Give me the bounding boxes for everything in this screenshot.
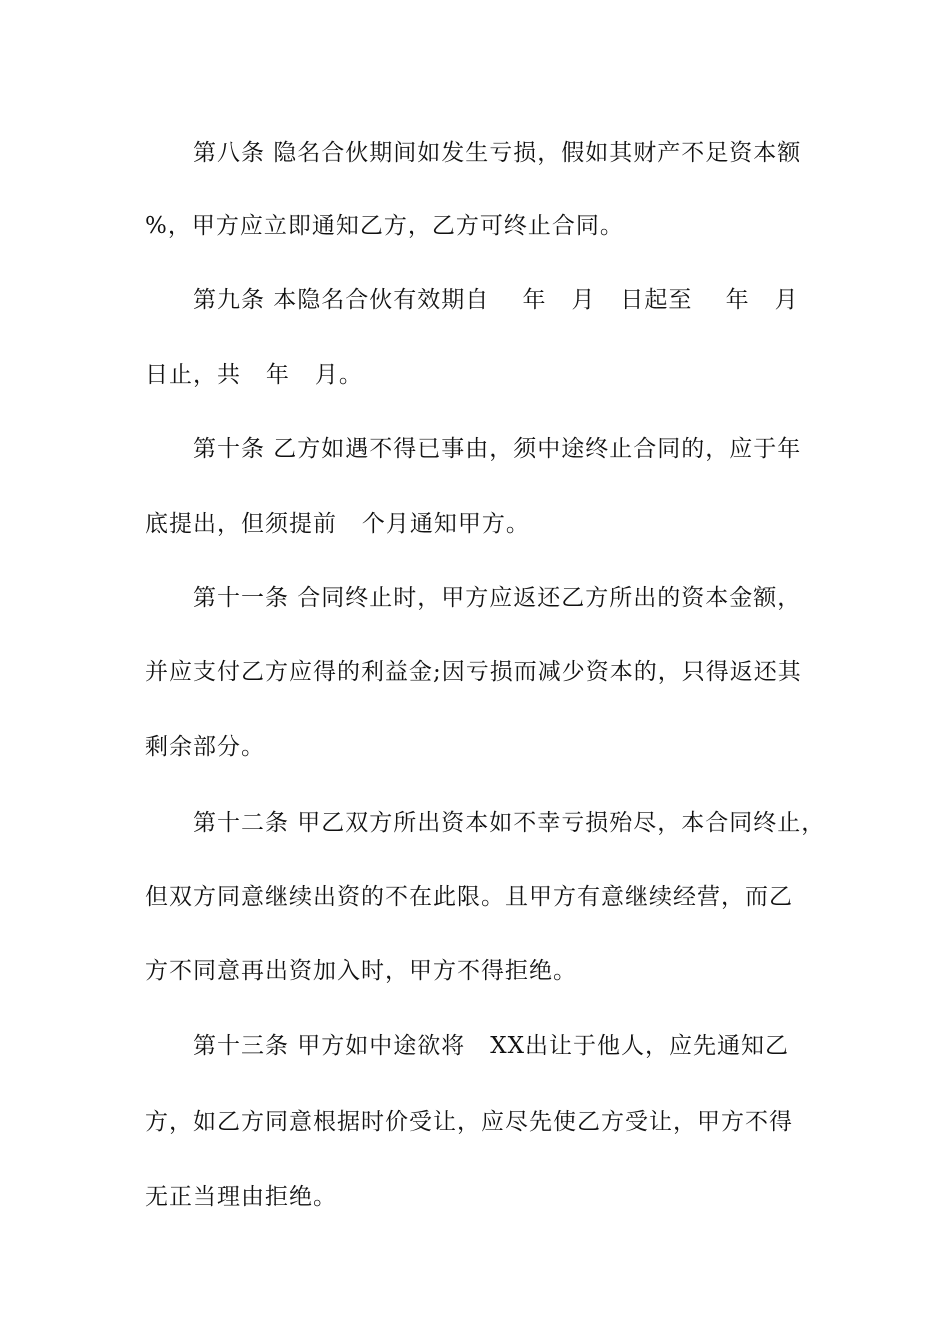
article-12-line-1: 第十二条 甲乙双方所出资本如不幸亏损殆尽，本合同终止， [193, 810, 826, 836]
article-12-line-2: 但双方同意继续出资的不在此限。且甲方有意继续经营，而乙 [145, 884, 793, 910]
article-11-line-2: 并应支付乙方应得的利益金;因亏损而减少资本的，只得返还其 [145, 659, 802, 685]
article-13-line-1: 第十三条 甲方如中途欲将 XX出让于他人，应先通知乙 [193, 1033, 789, 1059]
article-11-line-1: 第十一条 合同终止时，甲方应返还乙方所出的资本金额， [193, 585, 802, 611]
article-13-line-2: 方，如乙方同意根据时价受让，应尽先使乙方受让，甲方不得 [145, 1109, 793, 1135]
article-8-line-2: %，甲方应立即通知乙方，乙方可终止合同。 [145, 213, 624, 239]
article-11-line-3: 剩余部分。 [145, 734, 265, 760]
article-10-line-2: 底提出，但须提前 个月通知甲方。 [145, 511, 530, 537]
article-12-line-3: 方不同意再出资加入时，甲方不得拒绝。 [145, 958, 577, 984]
article-13-line-3: 无正当理由拒绝。 [145, 1184, 337, 1210]
article-8-line-1: 第八条 隐名合伙期间如发生亏损，假如其财产不足资本额 [193, 140, 802, 166]
article-9-line-2: 日止，共 年 月。 [145, 362, 363, 388]
article-9-line-1: 第九条 本隐名合伙有效期自 年 月 日起至 年 月 [193, 287, 799, 313]
article-10-line-1: 第十条 乙方如遇不得已事由，须中途终止合同的，应于年 [193, 436, 802, 462]
